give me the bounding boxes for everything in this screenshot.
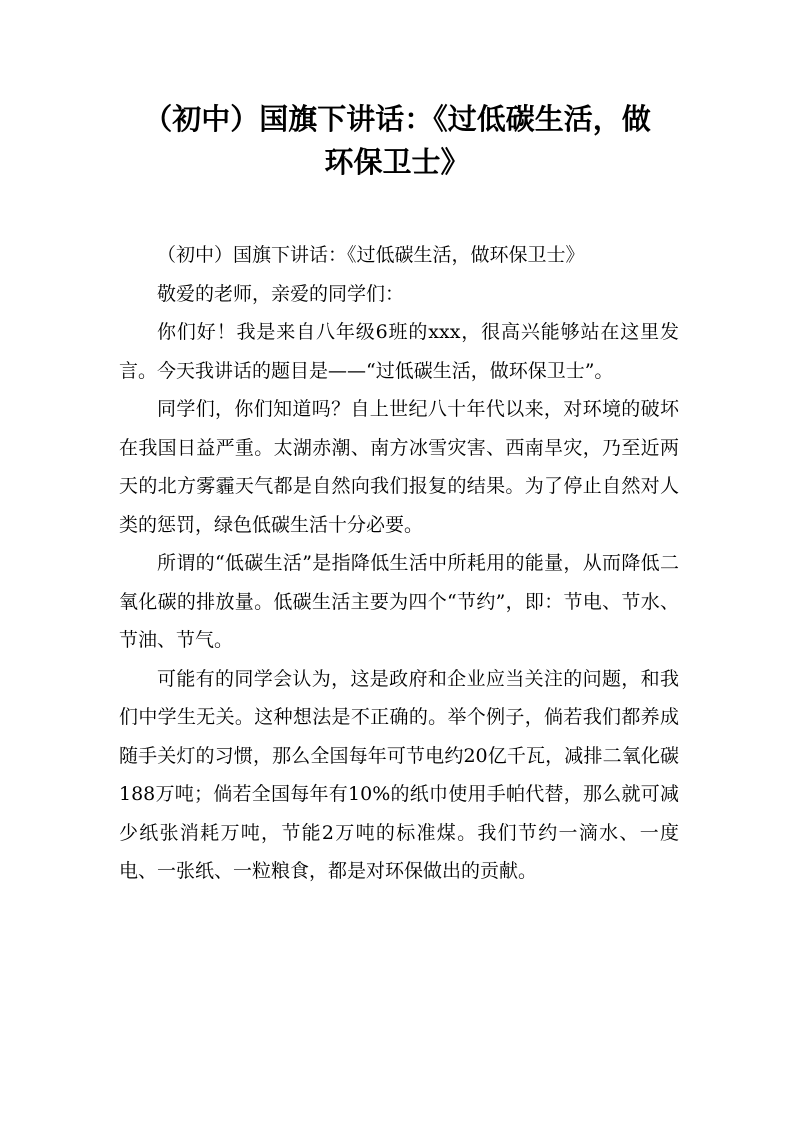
subtitle-paragraph: （初中）国旗下讲话：《过低碳生活，做环保卫士》 bbox=[157, 244, 585, 266]
document-title-line-1: （初中）国旗下讲话：《过低碳生活，做 bbox=[143, 102, 651, 136]
environment-paragraph: 同学们，你们知道吗？自上世纪八十年代以来，对环境的破坏在我国日益严重。太湖赤潮、南方冰雪灾害、西南旱灾，乃至近两天的北方雾霾天气都是自然向我们报复的结果。为了停止自然对人类的惩罚，绿色低碳生活十分必要。 bbox=[119, 398, 679, 536]
document-title-line-2: 环保卫士》 bbox=[324, 145, 470, 179]
intro-paragraph: 你们好！我是来自八年级6班的xxx，很高兴能够站在这里发言。今天我讲话的题目是——“过低碳生活，做环保卫士”。 bbox=[119, 321, 679, 382]
low-carbon-definition-paragraph: 所谓的“低碳生活”是指降低生活中所耗用的能量，从而降低二氧化碳的排放量。低碳生活主要为四个“节约”，即：节电、节水、节油、节气。 bbox=[119, 552, 679, 651]
salutation-paragraph: 敬爱的老师，亲爱的同学们： bbox=[157, 282, 405, 305]
student-role-paragraph: 可能有的同学会认为，这是政府和企业应当关注的问题，和我们中学生无关。这种想法是不正确的。举个例子，倘若我们都养成随手关灯的习惯，那么全国每年可节电约20亿千瓦，减排二氧化碳188万吨；倘若全国每年有10%的纸巾使用手帕代替，那么就可减少纸张消耗万吨，节能2万吨的标准煤。我们节约一滴水、一度电、一张纸、一粒粮食，都是对环保做出的贡献。 bbox=[119, 667, 679, 882]
document-body bbox=[119, 236, 679, 891]
